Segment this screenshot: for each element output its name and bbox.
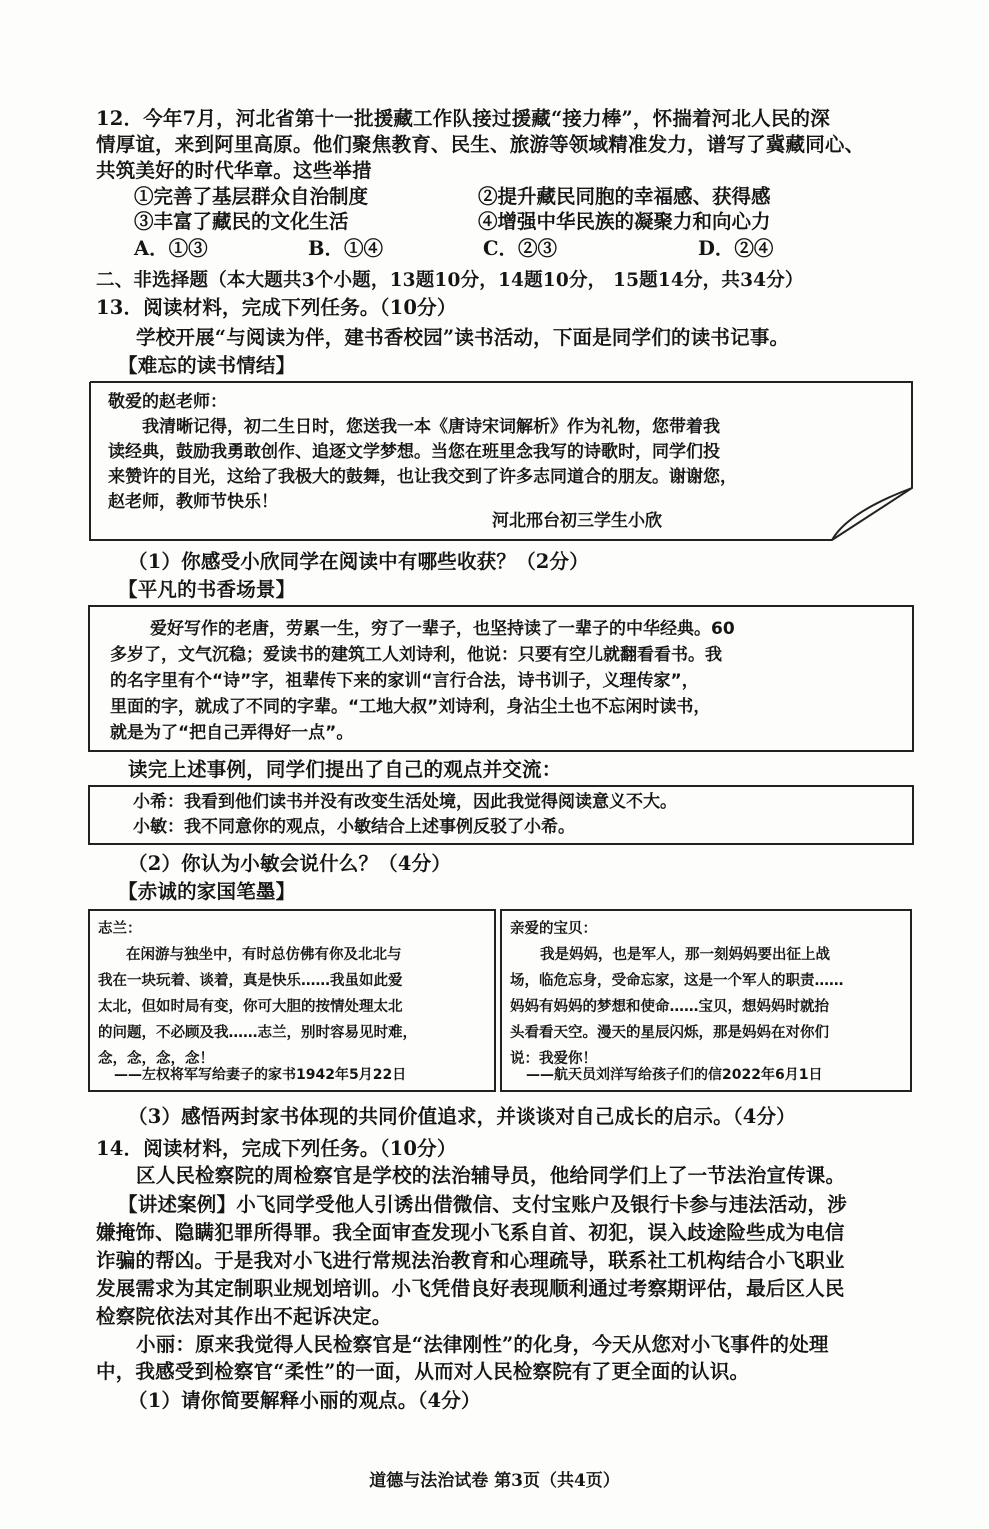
q12-stem-line-3: 共筑美好的时代华章。这些举措 bbox=[96, 159, 372, 182]
q12-choice-d: D．②④ bbox=[698, 237, 774, 260]
q13-title: 13．阅读材料，完成下列任务。（10分） bbox=[96, 296, 457, 319]
q14-case-line-5: 检察院依法对其作出不起诉决定。 bbox=[96, 1305, 392, 1328]
dialog-line-2: 小敏：我不同意你的观点，小敏结合上述事例反驳了小希。 bbox=[133, 817, 575, 837]
letter-left-line-4: 太北，但如时局有变，你可大胆的按情处理太北 bbox=[98, 999, 403, 1015]
letter-line-3: 来赞许的目光，这给了我极大的鼓舞，也让我交到了许多志同道合的朋友。谢谢您， bbox=[108, 467, 737, 487]
letter-left-line-1: 志兰： bbox=[98, 921, 142, 937]
letter-left-line-2: 在闲游与独坐中，有时总仿佛有你及北北与 bbox=[126, 947, 402, 963]
q14-comment-line-1: 小丽：原来我觉得人民检察官是“法律刚性”的化身，今天从您对小飞事件的处理 bbox=[136, 1333, 829, 1356]
page-footer: 道德与法治试卷 第3页（共4页） bbox=[369, 1471, 620, 1491]
letter-line-1: 我清晰记得，初二生日时，您送我一本《唐诗宋词解析》作为礼物，您带着我 bbox=[142, 417, 720, 437]
scene-line-1: 爱好写作的老唐，劳累一生，穷了一辈子，也坚持读了一辈子的中华经典。60 bbox=[150, 619, 735, 639]
q14-case-line-1: 【讲述案例】小飞同学受他人引诱出借微信、支付宝账户及银行卡参与违法活动，涉 bbox=[118, 1193, 847, 1216]
q14-case-line-2: 嫌掩饰、隐瞒犯罪所得罪。我全面审查发现小飞系自首、初犯，误入歧途险些成为电信 bbox=[96, 1221, 845, 1244]
scene-line-3: 的名字里有个“诗”字，祖辈传下来的家训“言行合法，诗书训子，义理传家”， bbox=[110, 671, 699, 691]
q13-intro: 学校开展“与阅读为伴，建书香校园”读书活动，下面是同学们的读书记事。 bbox=[136, 326, 790, 349]
section-2-heading: 二、非选择题（本大题共3个小题，13题10分，14题10分， 15题14分，共34分） bbox=[96, 270, 804, 291]
letter-line-2: 读经典，鼓励我勇敢创作、追逐文学梦想。当您在班里念我写的诗歌时，同学们投 bbox=[108, 442, 720, 462]
letter-right-source: ——航天员刘洋写给孩子们的信2022年6月1日 bbox=[526, 1067, 823, 1083]
letter-right-line-1: 亲爱的宝贝： bbox=[510, 921, 597, 937]
q12-item-2: ②提升藏民同胞的幸福感、获得感 bbox=[478, 185, 771, 208]
letter-right-line-5: 头看看天空。漫天的星辰闪烁，那是妈妈在对你们 bbox=[510, 1025, 829, 1041]
q14-comment-line-2: 中，我感受到检察官“柔性”的一面，从而对人民检察院有了更全面的认识。 bbox=[96, 1360, 750, 1383]
q12-item-1: ①完善了基层群众自治制度 bbox=[134, 185, 369, 208]
q12-choice-b: B．①④ bbox=[308, 237, 383, 260]
letter-left-line-3: 我在一块玩着、谈着，真是快乐……我虽如此爱 bbox=[98, 973, 403, 989]
q13-sub2-title: 【平凡的书香场景】 bbox=[118, 578, 296, 601]
q13-discuss-intro: 读完上述事例，同学们提出了自己的观点并交流： bbox=[128, 758, 562, 781]
letter-line-4: 赵老师，教师节快乐！ bbox=[108, 492, 278, 512]
q12-choice-a: A．①③ bbox=[134, 237, 208, 260]
q13-task-2: （2）你认为小敏会说什么？（4分） bbox=[128, 852, 452, 875]
q12-stem-line-2: 情厚谊，来到阿里高原。他们聚焦教育、民生、旅游等领域精准发力，谱写了冀藏同心、 bbox=[96, 133, 865, 156]
letter-left-line-6: 念，念，念，念！ bbox=[98, 1051, 214, 1067]
q14-task-1: （1）请你简要解释小丽的观点。（4分） bbox=[128, 1389, 481, 1412]
q13-sub1-title: 【难忘的读书情结】 bbox=[118, 354, 296, 377]
q14-intro: 区人民检察院的周检察官是学校的法治辅导员，他给同学们上了一节法治宣传课。 bbox=[136, 1164, 846, 1187]
q13-task-1: （1）你感受小欣同学在阅读中有哪些收获？（2分） bbox=[128, 550, 589, 573]
q12-stem-line-1: 12．今年7月，河北省第十一批援藏工作队接过援藏“接力棒”，怀揣着河北人民的深 bbox=[96, 107, 830, 130]
letter-left-line-5: 的问题，不必顾及我……志兰，别时容易见时难， bbox=[98, 1025, 417, 1041]
scene-line-2: 多岁了，文气沉稳；爱读书的建筑工人刘诗利，他说：只要有空儿就翻看看书。我 bbox=[110, 645, 722, 665]
q13-task-3: （3）感悟两封家书体现的共同价值追求，并谈谈对自己成长的启示。（4分） bbox=[128, 1105, 796, 1128]
letter-left-source: ——左权将军写给妻子的家书1942年5月22日 bbox=[114, 1067, 407, 1083]
q14-case-line-3: 诈骗的帮凶。于是我对小飞进行常规法治教育和心理疏导，联系社工机构结合小飞职业 bbox=[96, 1249, 845, 1272]
dialog-line-1: 小希：我看到他们读书并没有改变生活处境，因此我觉得阅读意义不大。 bbox=[133, 792, 677, 812]
q12-item-3: ③丰富了藏民的文化生活 bbox=[134, 210, 349, 233]
letter-greeting: 敬爱的赵老师： bbox=[108, 392, 227, 412]
q12-choice-c: C．②③ bbox=[483, 237, 558, 260]
letter-signature: 河北邢台初三学生小欣 bbox=[492, 511, 662, 531]
q13-sub3-title: 【赤诚的家国笔墨】 bbox=[118, 880, 296, 903]
q14-title: 14．阅读材料，完成下列任务。（10分） bbox=[96, 1137, 457, 1160]
letter-right-line-6: 说：我爱你！ bbox=[510, 1051, 597, 1067]
scene-line-4: 里面的字，就成了不同的字辈。“工地大叔”刘诗利，身沾尘土也不忘闲时读书， bbox=[110, 697, 711, 717]
scene-line-5: 就是为了“把自己弄得好一点”。 bbox=[110, 723, 354, 743]
q12-item-4: ④增强中华民族的凝聚力和向心力 bbox=[478, 210, 771, 233]
letter-right-line-2: 我是妈妈，也是军人，那一刻妈妈要出征上战 bbox=[540, 947, 830, 963]
letter-right-line-3: 场，临危忘身，受命忘家，这是一个军人的职责…… bbox=[510, 973, 844, 989]
q14-case-line-4: 发展需求为其定制职业规划培训。小飞凭借良好表现顺利通过考察期评估，最后区人民 bbox=[96, 1277, 845, 1300]
letter-right-line-4: 妈妈有妈妈的梦想和使命……宝贝，想妈妈时就抬 bbox=[510, 999, 829, 1015]
